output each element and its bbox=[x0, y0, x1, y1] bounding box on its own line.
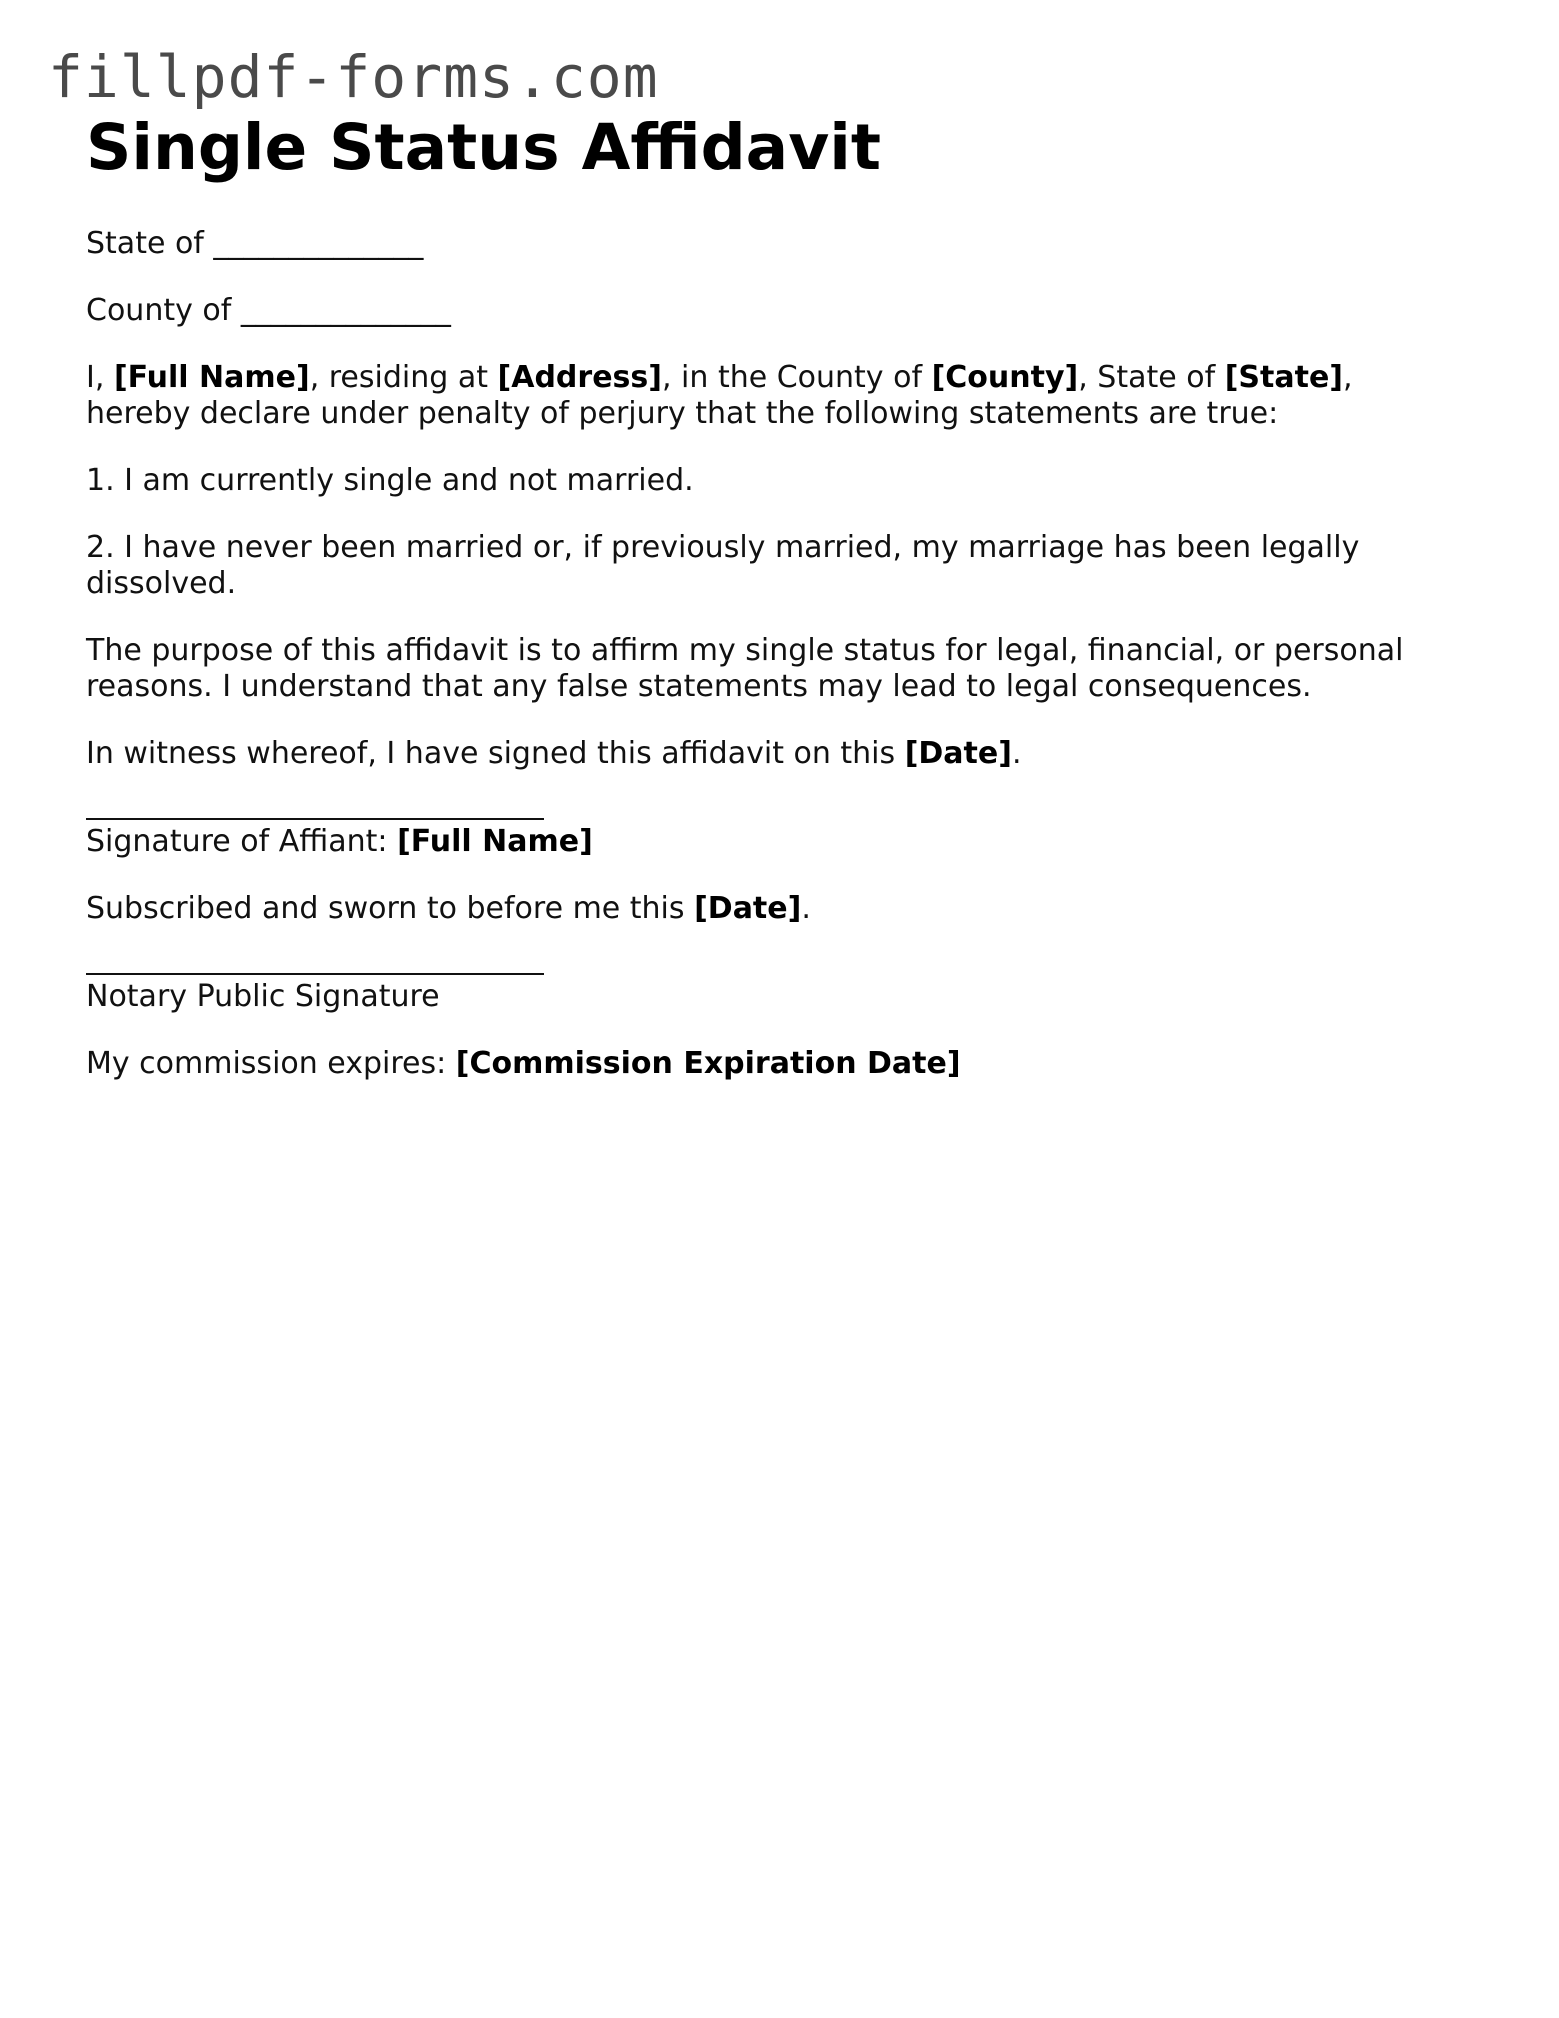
declaration-residing: , residing at bbox=[309, 360, 488, 395]
commission-date-placeholder: [Commission Expiration Date] bbox=[455, 1046, 961, 1081]
county-label: County of bbox=[86, 293, 232, 328]
county-blank: ______________ bbox=[240, 293, 451, 328]
notary-signature-line bbox=[86, 973, 544, 975]
address-placeholder: [Address] bbox=[497, 360, 662, 395]
purpose-paragraph: The purpose of this affidavit is to affirm my single status for legal, financial, or personal reasons. I understand that any false statements may lead to legal consequences. bbox=[86, 633, 1404, 704]
affidavit-document bbox=[86, 110, 1466, 1082]
full-name-placeholder: [Full Name] bbox=[113, 360, 310, 395]
sworn-end: . bbox=[801, 891, 811, 926]
declaration-state-text: , State of bbox=[1078, 360, 1216, 395]
notary-signature-block bbox=[86, 973, 1466, 1015]
affiant-signature-caption bbox=[86, 824, 1466, 860]
declaration-suffix: , hereby declare under penalty of perjury that the following statements are true: bbox=[86, 360, 1353, 431]
state-blank: ______________ bbox=[213, 226, 424, 261]
sworn-paragraph bbox=[86, 891, 1466, 927]
county-line bbox=[86, 293, 1466, 329]
state-label: State of bbox=[86, 226, 204, 261]
witness-date-placeholder: [Date] bbox=[904, 736, 1012, 771]
statement-1: 1. I am currently single and not married. bbox=[86, 463, 694, 498]
witness-end: . bbox=[1011, 736, 1022, 771]
declaration-prefix: I, bbox=[86, 360, 105, 395]
affiant-signature-label: Signature of Affiant: bbox=[86, 824, 388, 859]
affiant-signature-block bbox=[86, 818, 1466, 860]
commission-label: My commission expires: bbox=[86, 1046, 447, 1081]
county-placeholder: [County] bbox=[931, 360, 1079, 395]
declaration-paragraph bbox=[86, 360, 1466, 432]
document-title: Single Status Affidavit bbox=[86, 111, 881, 184]
declaration-county-text: , in the County of bbox=[661, 360, 923, 395]
state-line bbox=[86, 226, 1466, 262]
sworn-date-placeholder: [Date] bbox=[694, 891, 802, 926]
affiant-name-placeholder: [Full Name] bbox=[397, 824, 593, 859]
witness-paragraph bbox=[86, 736, 1466, 772]
commission-line bbox=[86, 1046, 1466, 1082]
watermark: fillpdf-forms.com bbox=[48, 43, 659, 111]
state-placeholder: [State] bbox=[1224, 360, 1344, 395]
sworn-text: Subscribed and sworn to before me this bbox=[86, 891, 685, 926]
statement-2: 2. I have never been married or, if previously married, my marriage has been legally dissolved. bbox=[86, 530, 1360, 601]
affiant-signature-line bbox=[86, 818, 544, 820]
witness-text: In witness whereof, I have signed this affidavit on this bbox=[86, 736, 896, 771]
notary-signature-label: Notary Public Signature bbox=[86, 979, 440, 1014]
